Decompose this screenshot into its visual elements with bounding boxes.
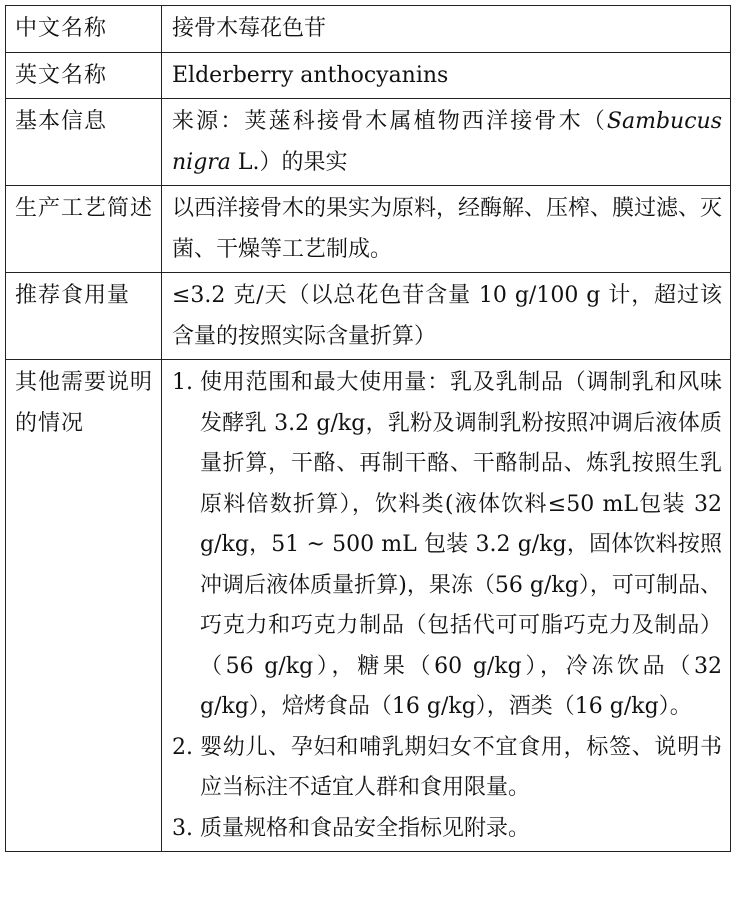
row-value-other-notes [162,360,731,852]
row-label-recommended-intake: 推荐食用量 [6,273,162,360]
info-table [5,5,731,852]
row-value-basic-info [162,99,731,186]
table-row [6,52,731,99]
row-value-process: 以西洋接骨木的果实为原料，经酶解、压榨、膜过滤、灭菌、干燥等工艺制成。 [162,186,731,273]
row-label-english-name: 英文名称 [6,52,162,99]
item-text: 婴幼儿、孕妇和哺乳期妇女不宜食用，标签、说明书应当标注不适宜人群和食用限量。 [200,734,722,800]
row-label-process: 生产工艺简述 [6,186,162,273]
item-text: 质量规格和食品安全指标见附录。 [200,815,531,841]
latin-name: Sambucus nigra [172,109,722,175]
table-row [6,6,731,53]
item-number: 1. [172,370,193,395]
row-label-other-notes: 其他需要说明的情况 [6,360,162,852]
item-text: 使用范围和最大使用量：乳及乳制品（调制乳和风味发酵乳 3.2 g/kg，乳粉及调制乳粉按照冲调后液体质量折算，干酪、再制干酪、干酪制品、炼乳按照生乳原料倍数折算），饮料类(液体饮料≤50 mL包装 32 g/kg，51 ~ 500 mL 包装 3.2 g/kg，固体饮料按照冲调后液体质量折算)，果冻（56 g/kg），可可制品、巧克力和巧克力制品（包括代可可脂巧克力及制品）（56 g/kg），糖果（60 g/kg），冷冻饮品（32 g/kg），焙烤食品（16 g/kg），酒类（16 g/kg）。 [200,370,722,719]
row-label-basic-info: 基本信息 [6,99,162,186]
row-value-recommended-intake: ≤3.2 克/天（以总花色苷含量 10 g/100 g 计，超过该含量的按照实际含量折算） [162,273,731,360]
table-row [6,273,731,360]
list-item [172,809,722,850]
row-value-chinese-name: 接骨木莓花色苷 [162,6,731,53]
source-text-tail: L.）的果实 [230,149,348,175]
row-value-english-name: Elderberry anthocyanins [162,52,731,99]
table-row [6,99,731,186]
table-row [6,360,731,852]
list-item [172,363,722,728]
item-number: 2. [172,734,193,760]
table-row [6,186,731,273]
row-label-chinese-name: 中文名称 [6,6,162,53]
item-number: 3. [172,815,193,841]
list-item [172,728,722,809]
source-text: 来源：荚蒾科接骨木属植物西洋接骨木（ [172,109,607,134]
